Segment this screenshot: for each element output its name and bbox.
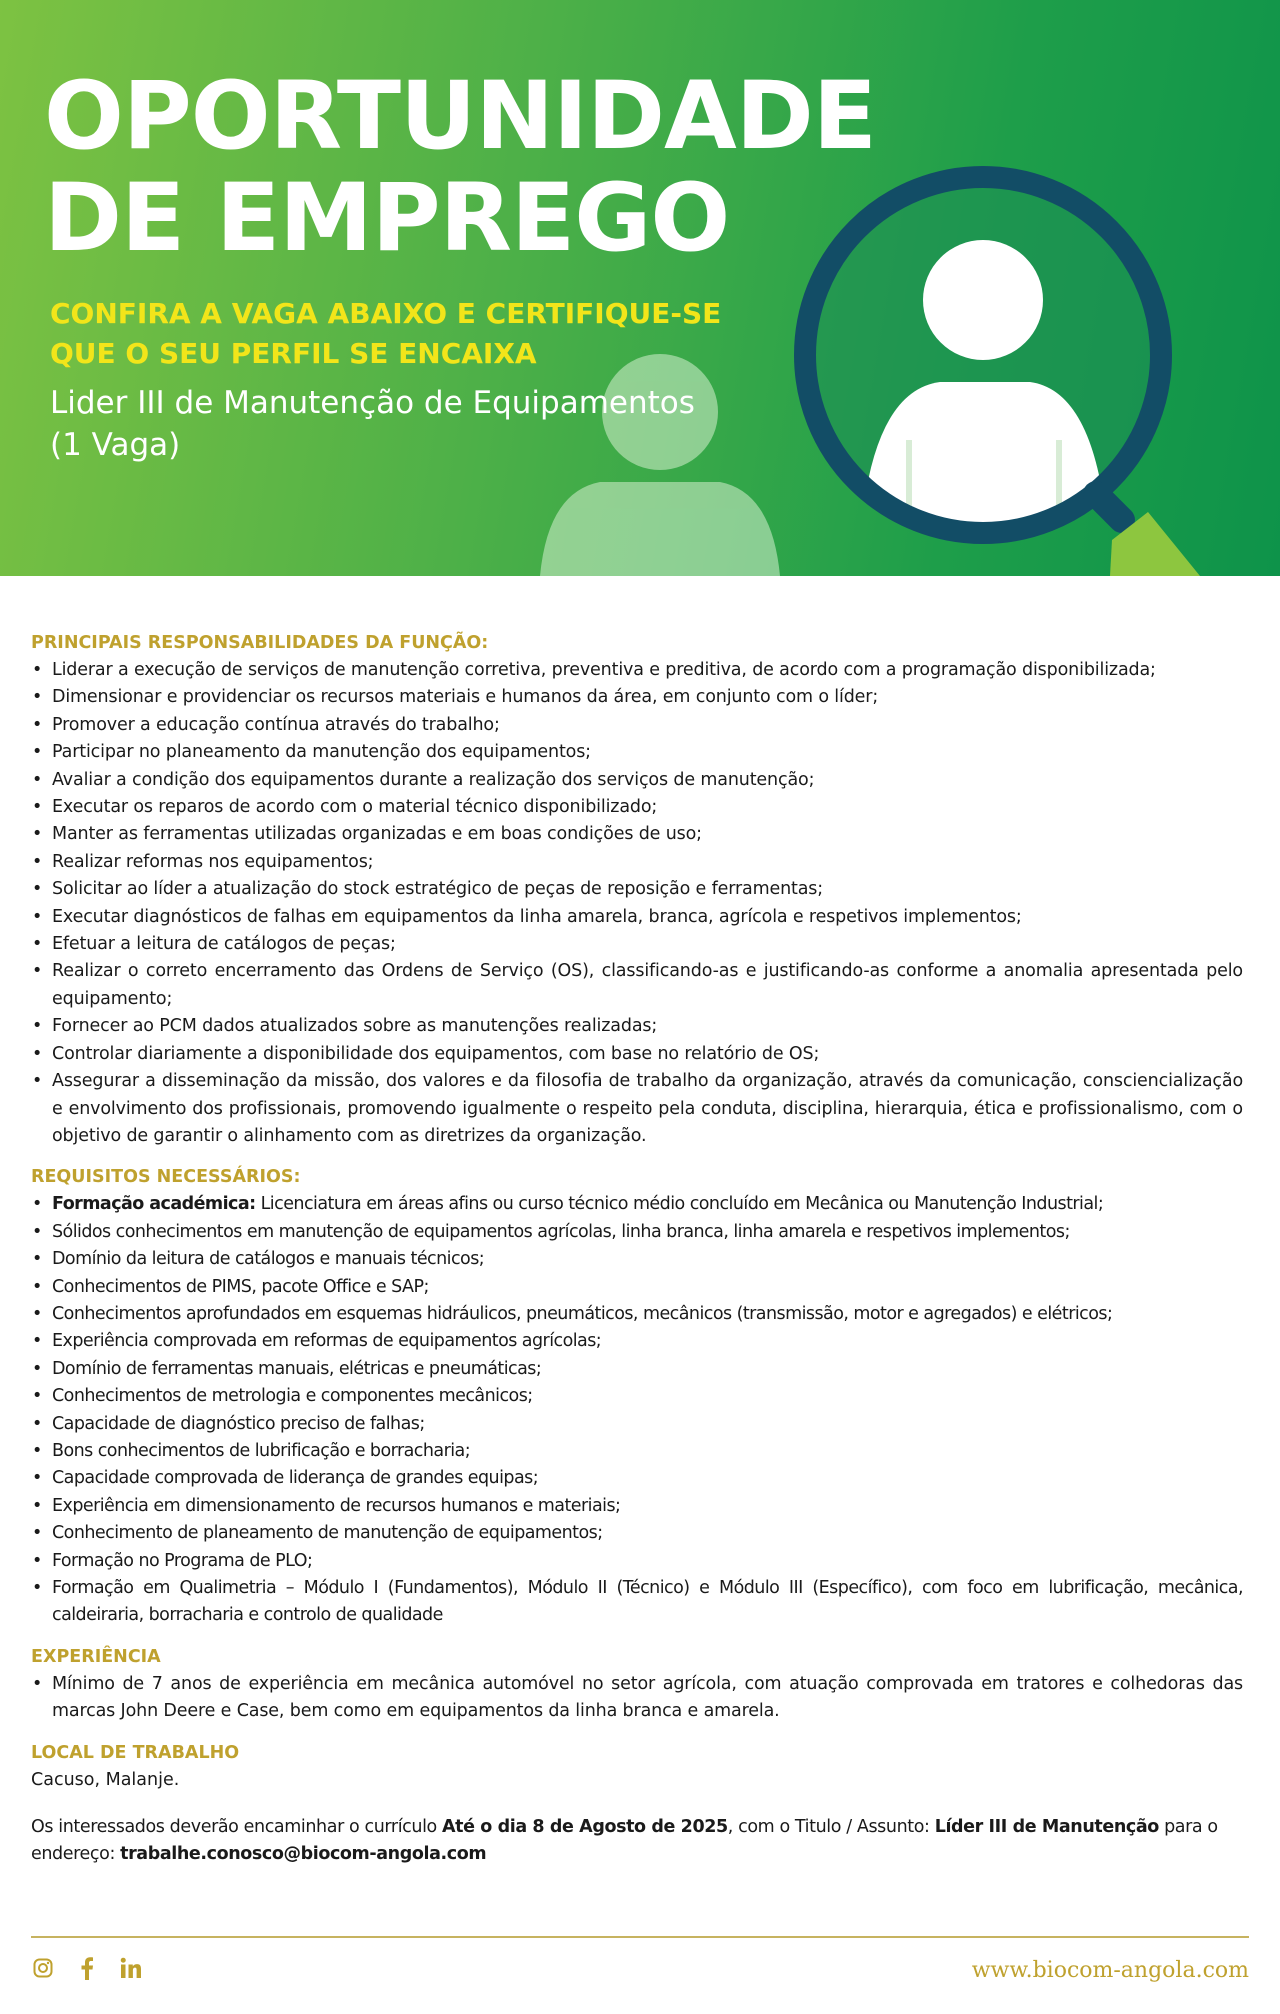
list-item: • Capacidade comprovada de liderança de grandes equipas;	[31, 1465, 1243, 1492]
list-item: • Mínimo de 7 anos de experiência em mecânica automóvel no setor agrícola, com atuação comprovada em tratores e colhedoras das marcas John Deere e Case, bem como em equipamentos da linha branca e amarela.	[31, 1671, 1243, 1726]
location-title: LOCAL DE TRABALHO	[31, 1742, 240, 1763]
list-item: • Controlar diariamente a disponibilidade dos equipamentos, com base no relatório de OS;	[31, 1041, 1243, 1068]
list-item: • Participar no planeamento da manutenção dos equipamentos;	[31, 739, 1243, 766]
cta-text-3: para o endereço:	[31, 1817, 1218, 1865]
list-item: • Capacidade de diagnóstico preciso de falhas;	[31, 1411, 1243, 1438]
person-head-icon	[923, 240, 1043, 360]
list-item: • Domínio da leitura de catálogos e manuais técnicos;	[31, 1246, 1243, 1273]
hero-subtitle	[50, 294, 721, 374]
responsibilities-list	[31, 657, 1243, 1150]
list-item: • Formação no Programa de PLO;	[31, 1548, 1243, 1575]
application-instructions	[31, 1814, 1243, 1869]
instagram-icon[interactable]	[31, 1954, 55, 1982]
list-item: • Fornecer ao PCM dados atualizados sobre as manutenções realizadas;	[31, 1013, 1243, 1040]
list-item	[31, 1191, 1243, 1218]
social-links	[31, 1954, 143, 1982]
list-item: • Bons conhecimentos de lubrificação e borracharia;	[31, 1438, 1243, 1465]
hero-subtitle-line1: CONFIRA A VAGA ABAIXO E CERTIFIQUE-SE	[50, 297, 722, 330]
list-item: • Conhecimentos aprofundados em esquemas hidráulicos, pneumáticos, mecânicos (transmissão, motor e agregados) e elétricos;	[31, 1301, 1243, 1328]
list-item: • Conhecimentos de PIMS, pacote Office e SAP;	[31, 1274, 1243, 1301]
hero-title-line1: OPORTUNIDADE	[44, 62, 876, 171]
list-item: • Assegurar a disseminação da missão, dos valores e da filosofia de trabalho da organização, através da comunicação, consciencialização e envolvimento dos profissionais, promovendo igualmente o respeito pela conduta, disciplina, hierarquia, ética e profissionalismo, com o objetivo de garantir o alinhamento com as diretrizes da organização.	[31, 1068, 1243, 1150]
list-item: • Formação em Qualimetria – Módulo I (Fundamentos), Módulo II (Técnico) e Módulo III (Específico), com foco em lubrificação, mecânica, caldeiraria, borracharia e controlo de qualidade	[31, 1575, 1243, 1630]
cta-deadline: Até o dia 8 de Agosto de 2025	[442, 1817, 728, 1838]
job-title-line1: Lider III de Manutenção de Equipamentos	[50, 385, 695, 421]
cta-text-2: , com o Titulo / Assunto:	[727, 1817, 935, 1838]
cta-text-1: Os interessados deverão encaminhar o currículo	[31, 1817, 443, 1838]
footer	[31, 1954, 1249, 1988]
hero-subtitle-line2: QUE O SEU PERFIL SE ENCAIXA	[50, 337, 537, 370]
list-item: • Solicitar ao líder a atualização do stock estratégico de peças de reposição e ferramentas;	[31, 876, 1243, 903]
list-item: • Sólidos conhecimentos em manutenção de equipamentos agrícolas, linha branca, linha amarela e respetivos implementos;	[31, 1219, 1243, 1246]
list-item: • Domínio de ferramentas manuais, elétricas e pneumáticas;	[31, 1356, 1243, 1383]
experience-list	[31, 1671, 1243, 1726]
hero-banner	[0, 0, 1280, 576]
requirements-title: REQUISITOS NECESSÁRIOS:	[31, 1167, 301, 1188]
list-item: • Dimensionar e providenciar os recursos materiais e humanos da área, em conjunto com o líder;	[31, 684, 1243, 711]
list-item: • Conhecimentos de metrologia e componentes mecânicos;	[31, 1383, 1243, 1410]
responsibilities-title: PRINCIPAIS RESPONSABILIDADES DA FUNÇÃO:	[31, 633, 489, 653]
person-body-icon	[858, 382, 1110, 576]
linkedin-icon[interactable]	[119, 1954, 143, 1982]
website-link[interactable]: www.biocom-angola.com	[971, 1958, 1249, 1983]
requirement-text: Licenciatura em áreas afins ou curso técnico médio concluído em Mecânica ou Manutenção Industrial;	[255, 1194, 1104, 1215]
location-text: Cacuso, Malanje.	[31, 1769, 180, 1790]
facebook-icon[interactable]	[75, 1954, 99, 1982]
list-item: • Efetuar a leitura de catálogos de peças;	[31, 931, 1243, 958]
requirements-list	[31, 1191, 1243, 1630]
requirement-label: Formação académica:	[52, 1194, 256, 1215]
list-item: • Conhecimento de planeamento de manutenção de equipamentos;	[31, 1520, 1243, 1547]
job-title	[50, 382, 695, 466]
list-item: • Realizar o correto encerramento das Ordens de Serviço (OS), classificando-as e justificando-as conforme a anomalia apresentada pelo equipamento;	[31, 958, 1243, 1013]
job-vacancies: (1 Vaga)	[50, 427, 181, 463]
list-item: • Realizar reformas nos equipamentos;	[31, 849, 1243, 876]
list-item: • Promover a educação contínua através do trabalho;	[31, 712, 1243, 739]
experience-title: EXPERIÊNCIA	[31, 1646, 161, 1667]
cta-subject: Líder III de Manutenção	[934, 1817, 1159, 1838]
list-item: • Executar os reparos de acordo com o material técnico disponibilizado;	[31, 794, 1243, 821]
job-details	[31, 630, 1243, 1869]
list-item: • Experiência em dimensionamento de recursos humanos e materiais;	[31, 1493, 1243, 1520]
hero-title	[44, 62, 876, 273]
list-item: • Experiência comprovada em reformas de equipamentos agrícolas;	[31, 1328, 1243, 1355]
list-item: • Liderar a execução de serviços de manutenção corretiva, preventiva e preditiva, de acordo com a programação disponibilizada;	[31, 657, 1243, 684]
email-link[interactable]: trabalhe.conosco@biocom-angola.com	[120, 1844, 487, 1865]
list-item: • Executar diagnósticos de falhas em equipamentos da linha amarela, branca, agrícola e respetivos implementos;	[31, 904, 1243, 931]
list-item: • Avaliar a condição dos equipamentos durante a realização dos serviços de manutenção;	[31, 767, 1243, 794]
footer-divider	[31, 1936, 1249, 1938]
list-item: • Manter as ferramentas utilizadas organizadas e em boas condições de uso;	[31, 821, 1243, 848]
hero-title-line2: DE EMPREGO	[44, 164, 730, 273]
